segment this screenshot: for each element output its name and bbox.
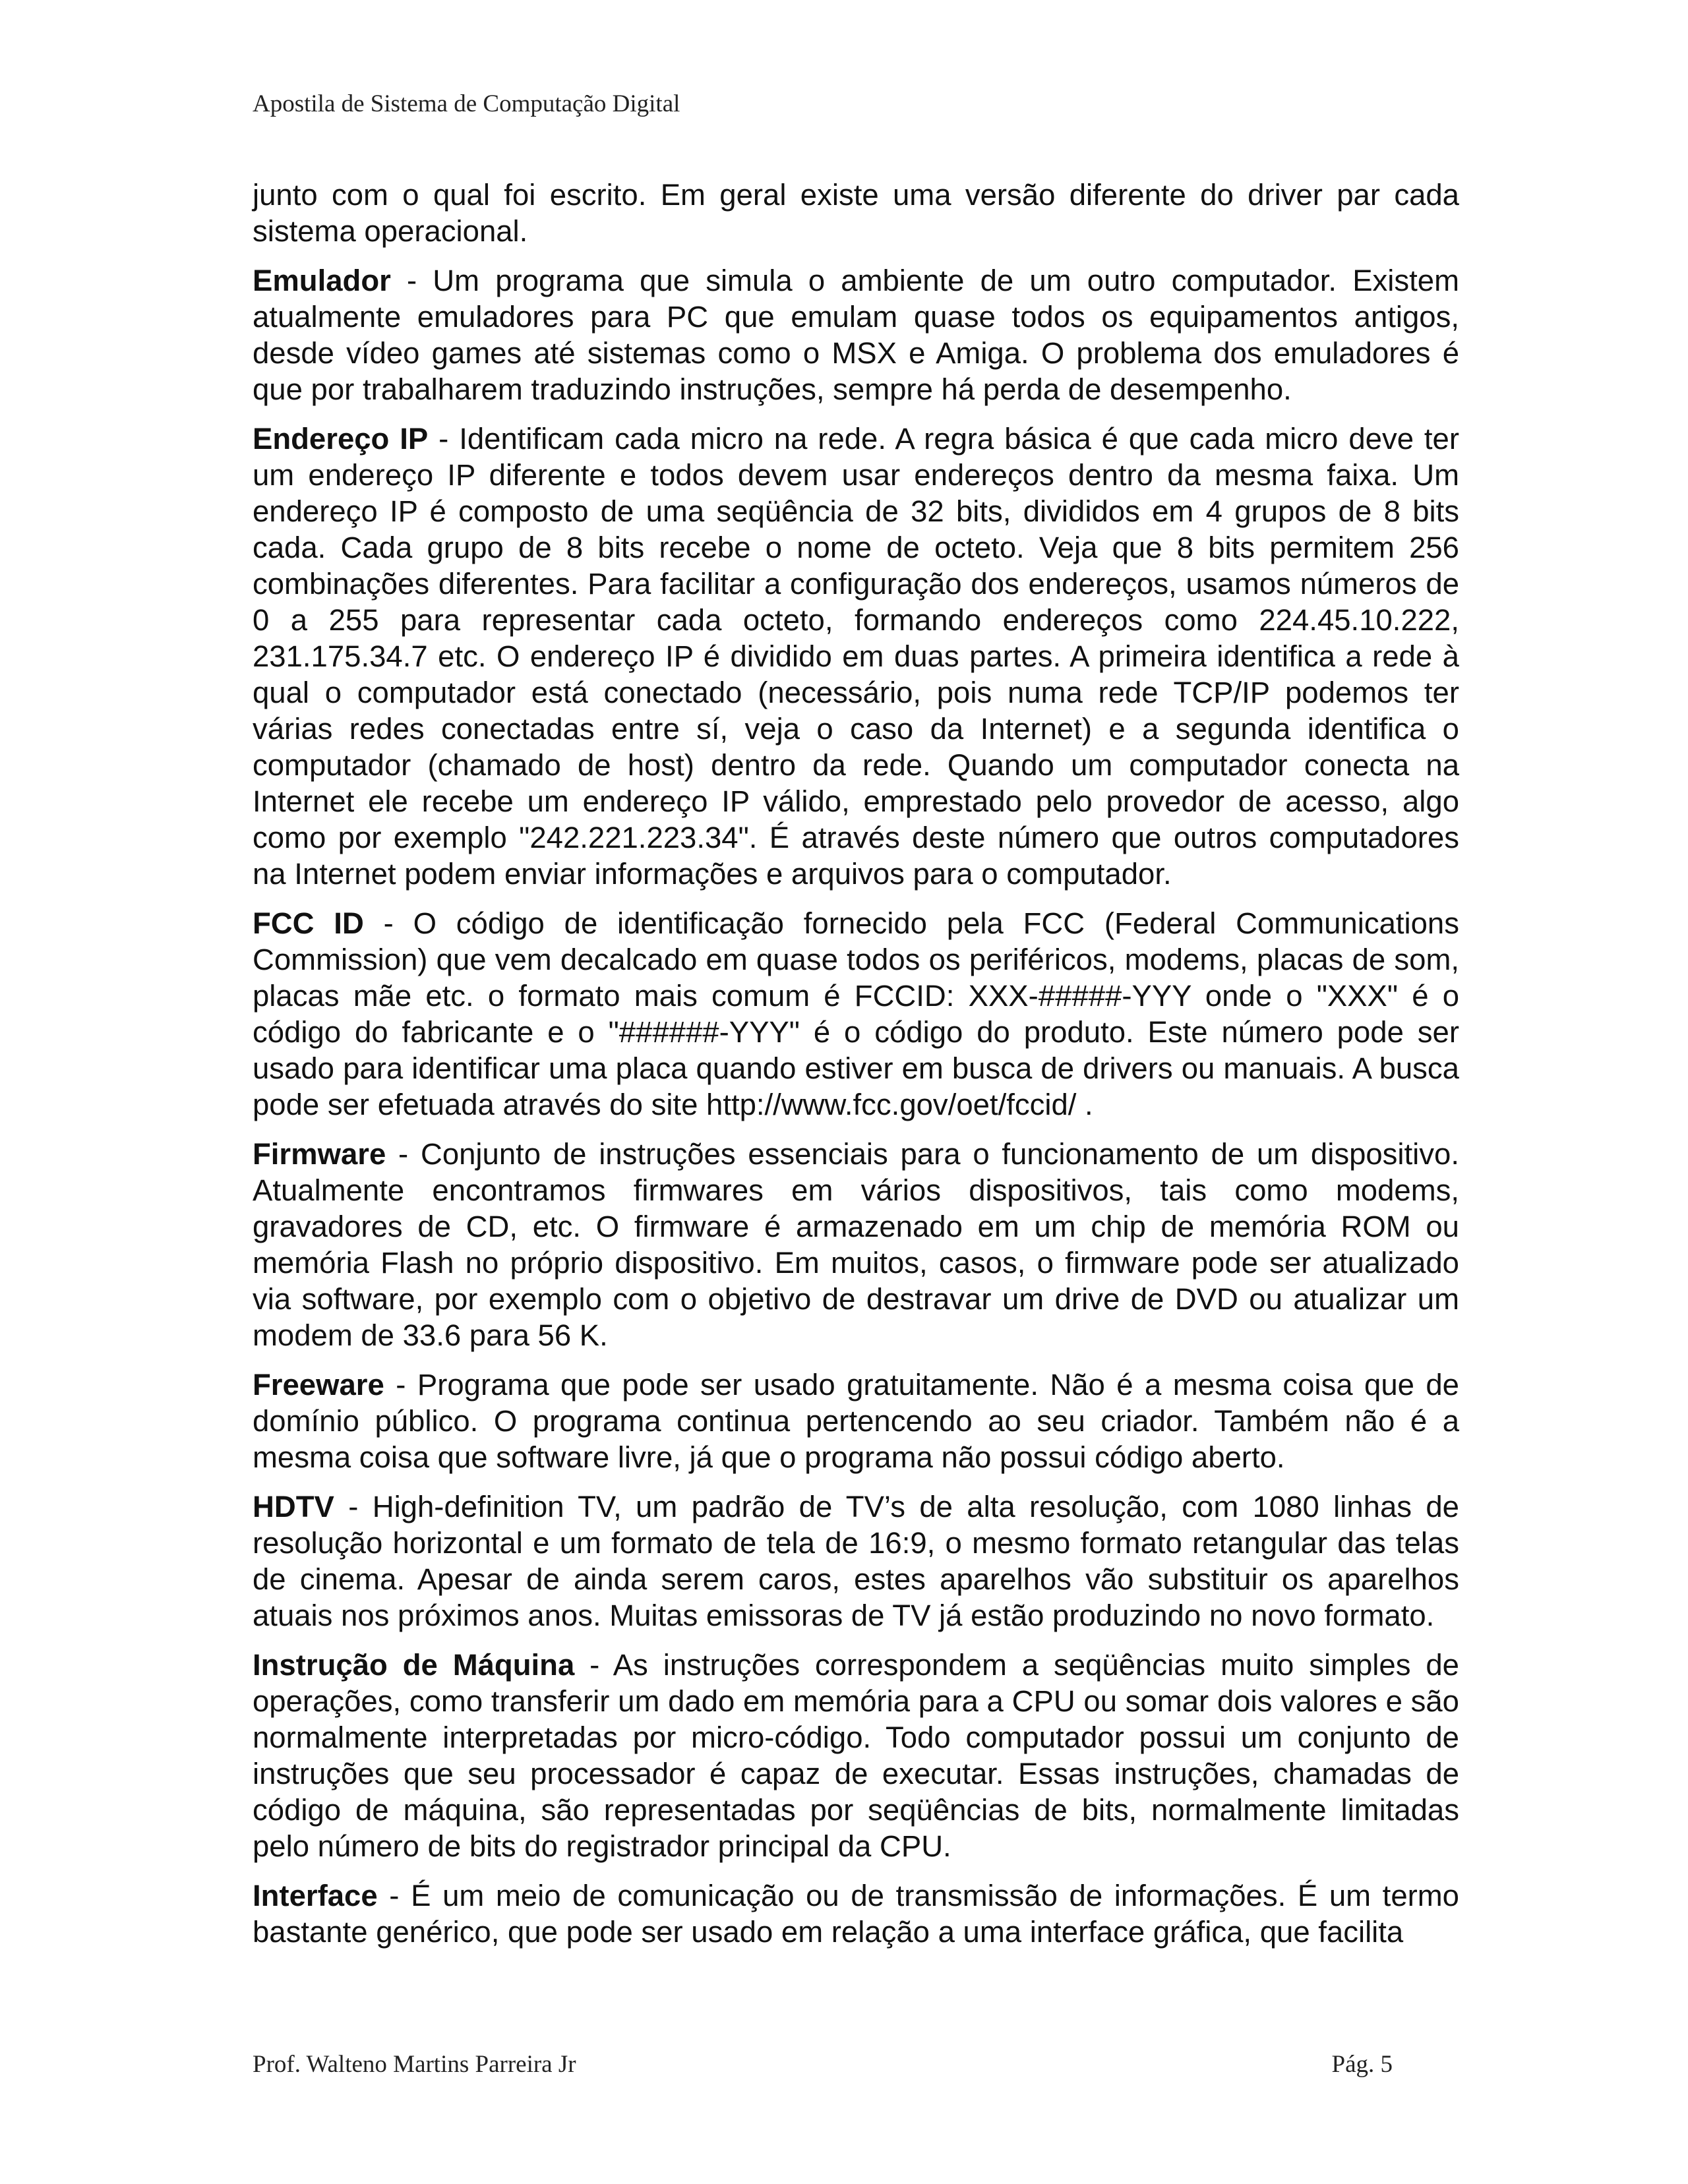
- continuation-paragraph: junto com o qual foi escrito. Em geral existe uma versão diferente do driver par cada sistema operacional.: [253, 178, 1459, 248]
- entry-term: FCC ID: [253, 906, 364, 940]
- page-number: Pág. 5: [1331, 2051, 1393, 2078]
- page-footer: [253, 2050, 1393, 2079]
- page-header: Apostila de Sistema de Computação Digital: [253, 90, 680, 117]
- entry-definition: - Programa que pode ser usado gratuitamente. Não é a mesma coisa que de domínio público. O programa continua pertencendo ao seu criador. Também não é a mesma coisa que software livre, já que o programa não possui código aberto.: [253, 1368, 1459, 1474]
- entry-definition: - É um meio de comunicação ou de transmissão de informações. É um termo bastante genérico, que pode ser usado em relação a uma interface gráfica, que facilita: [253, 1879, 1459, 1949]
- entry-term: Interface: [253, 1879, 378, 1912]
- footer-author: Prof. Walteno Martins Parreira Jr: [253, 2051, 576, 2078]
- glossary-entry-hdtv: [253, 1489, 1459, 1634]
- document-body: [253, 177, 1459, 1963]
- glossary-entry-freeware: [253, 1367, 1459, 1475]
- entry-term: Emulador: [253, 264, 391, 297]
- glossary-entry-emulador: [253, 262, 1459, 407]
- entry-definition: - As instruções correspondem a seqüências muito simples de operações, como transferir um dado em memória para a CPU ou somar dois valores e são normalmente interpretadas por micro-código. Todo computador possui um conjunto de instruções que seu processador é capaz de executar. Essas instruções, chamadas de código de máquina, são representadas por seqüências de bits, normalmente limitadas pelo número de bits do registrador principal da CPU.: [253, 1648, 1459, 1863]
- entry-definition: - Conjunto de instruções essenciais para o funcionamento de um dispositivo. Atualmente encontramos firmwares em vários dispositivos, tais como modems, gravadores de CD, etc. O firmware é armazenado em um chip de memória ROM ou memória Flash no próprio dispositivo. Em muitos, casos, o firmware pode ser atualizado via software, por exemplo com o objetivo de destravar um drive de DVD ou atualizar um modem de 33.6 para 56 K.: [253, 1137, 1459, 1352]
- glossary-entry-interface: [253, 1877, 1459, 1950]
- glossary-entry-firmware: [253, 1136, 1459, 1353]
- glossary-entry-fcc-id: [253, 905, 1459, 1123]
- entry-definition: - High-definition TV, um padrão de TV’s de alta resolução, com 1080 linhas de resolução horizontal e um formato de tela de 16:9, o mesmo formato retangular das telas de cinema. Apesar de ainda serem caros, estes aparelhos vão substituir os aparelhos atuais nos próximos anos. Muitas emissoras de TV já estão produzindo no novo formato.: [253, 1490, 1459, 1632]
- entry-definition: - Identificam cada micro na rede. A regra básica é que cada micro deve ter um endereço IP diferente e todos devem usar endereços dentro da mesma faixa. Um endereço IP é composto de uma seqüência de 32 bits, divididos em 4 grupos de 8 bits cada. Cada grupo de 8 bits recebe o nome de octeto. Veja que 8 bits permitem 256 combinações diferentes. Para facilitar a configuração dos endereços, usamos números de 0 a 255 para representar cada octeto, formando endereços como 224.45.10.222, 231.175.34.7 etc. O endereço IP é dividido em duas partes. A primeira identifica a rede à qual o computador está conectado (necessário, pois numa rede TCP/IP podemos ter várias redes conectadas entre sí, veja o caso da Internet) e a segunda identifica o computador (chamado de host) dentro da rede. Quando um computador conecta na Internet ele recebe um endereço IP válido, emprestado pelo provedor de acesso, algo como por exemplo "242.221.223.34". É através deste número que outros computadores na Internet podem enviar informações e arquivos para o computador.: [253, 422, 1460, 891]
- entry-term: Instrução de Máquina: [253, 1648, 575, 1682]
- entry-definition: - Um programa que simula o ambiente de um outro computador. Existem atualmente emuladores para PC que emulam quase todos os equipamentos antigos, desde vídeo games até sistemas como o MSX e Amiga. O problema dos emuladores é que por trabalharem traduzindo instruções, sempre há perda de desempenho.: [253, 264, 1459, 406]
- entry-term: Endereço IP: [253, 422, 429, 456]
- glossary-entry-endereco-ip: [253, 421, 1459, 892]
- entry-term: HDTV: [253, 1490, 334, 1523]
- entry-term: Freeware: [253, 1368, 384, 1402]
- glossary-entry-instrucao-de-maquina: [253, 1647, 1459, 1864]
- entry-term: Firmware: [253, 1137, 386, 1171]
- entry-definition: - O código de identificação fornecido pela FCC (Federal Communications Commission) que vem decalcado em quase todos os periféricos, modems, placas de som, placas mãe etc. o formato mais comum é FCCID: XXX-#####-YYY onde o "XXX" é o código do fabricante e o "######-YYY" é o código do produto. Este número pode ser usado para identificar uma placa quando estiver em busca de drivers ou manuais. A busca pode ser efetuada através do site http://www.fcc.gov/oet/fccid/ .: [253, 906, 1459, 1121]
